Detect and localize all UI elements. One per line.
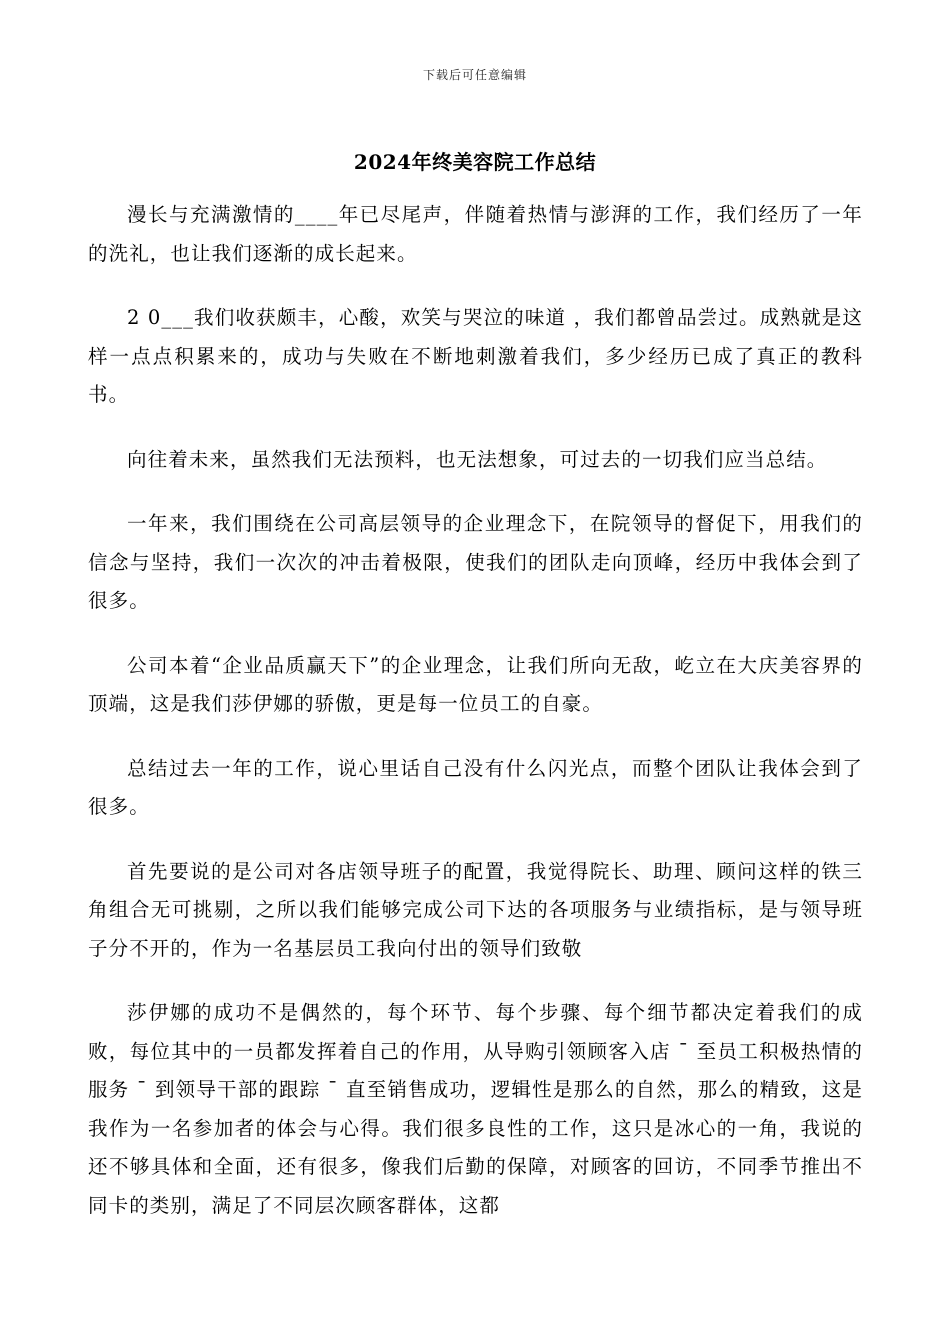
paragraph: 公司本着“企业品质赢天下”的企业理念，让我们所向无敌，屹立在大庆美容界的顶端，这是我们莎伊娜的骄傲，更是每一位员工的自豪。	[88, 653, 863, 715]
paragraph: 莎伊娜的成功不是偶然的，每个环节、每个步骤、每个细节都决定着我们的成败，每位其中的一员都发挥着自己的作用，从导购引领顾客入店 ¯ 至员工积极热情的服务 ¯ 到领导干部的跟踪 ¯ 直至销售成功，逻辑性是那么的自然，那么的精致，这是我作为一名参加者的体会与心得。我们很多良性的工作，这只是冰心的一角，我说的还不够具体和全面，还有很多，像我们后勤的保障，对顾客的回访，不同季节推出不同卡的类别，满足了不同层次顾客群体，这都	[88, 1001, 863, 1217]
paragraph: 总结过去一年的工作，说心里话自己没有什么闪光点，而整个团队让我体会到了很多。	[88, 756, 863, 818]
paragraph: 向往着未来，虽然我们无法预料，也无法想象，可过去的一切我们应当总结。	[127, 447, 828, 471]
document-body	[88, 196, 863, 1251]
header-note: 下载后可任意编辑	[422, 68, 527, 82]
paragraph: 2 0___我们收获颇丰，心酸，欢笑与哭泣的味道 ，我们都曾品尝过。成熟就是这样一点点积累来的，成功与失败在不断地刺激着我们，多少经历已成了真正的教科书。	[88, 306, 863, 406]
paragraph: 一年来，我们围绕在公司高层领导的企业理念下，在院领导的督促下，用我们的信念与坚持，我们一次次的冲击着极限，使我们的团队走向顶峰，经历中我体会到了很多。	[88, 512, 863, 612]
paragraph: 首先要说的是公司对各店领导班子的配置，我觉得院长、助理、顾问这样的铁三角组合无可挑剔，之所以我们能够完成公司下达的各项服务与业绩指标，是与领导班子分不开的，作为一名基层员工我向付出的领导们致敬	[88, 859, 863, 960]
paragraph: 漫长与充满激情的____年已尽尾声，伴随着热情与澎湃的工作，我们经历了一年的洗礼，也让我们逐渐的成长起来。	[88, 203, 863, 265]
document-title: 2024年终美容院工作总结	[353, 150, 597, 174]
